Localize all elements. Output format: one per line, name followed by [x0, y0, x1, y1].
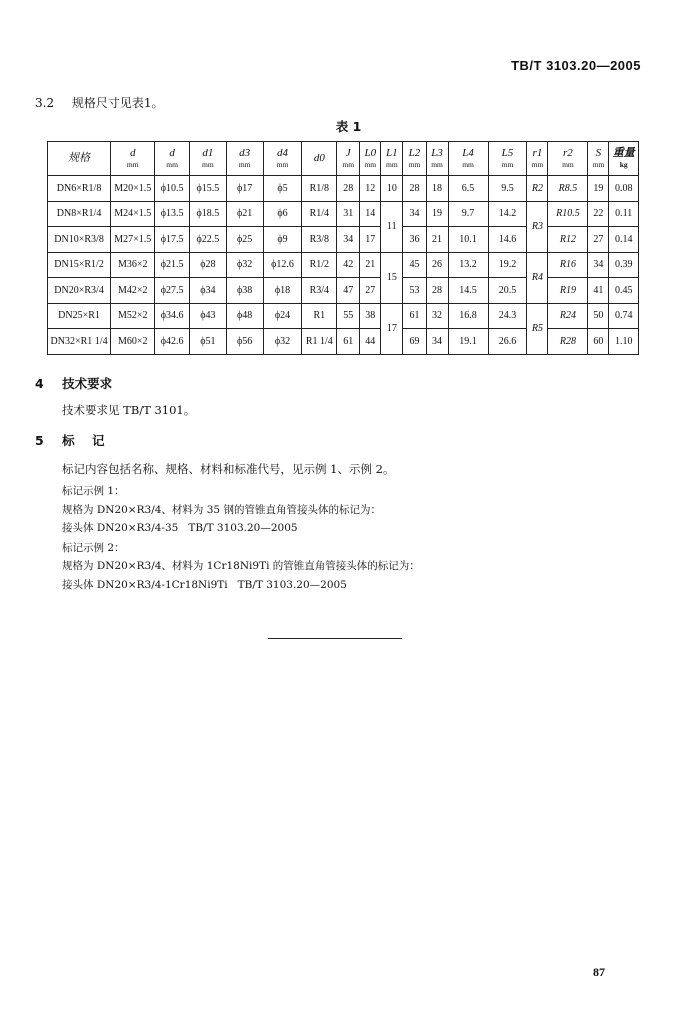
- table-cell: ϕ51: [189, 329, 226, 355]
- column-header: [263, 142, 302, 176]
- table-cell: ϕ43: [189, 303, 226, 329]
- header-unit: mm: [386, 159, 398, 169]
- table-cell: 41: [588, 278, 609, 304]
- table-cell: ϕ34.6: [155, 303, 190, 329]
- column-header: [337, 142, 360, 176]
- table-cell: R8.5: [548, 176, 588, 202]
- header-symbol: L2: [408, 146, 421, 159]
- table-cell: 17: [381, 303, 403, 354]
- table-cell: R2: [527, 176, 548, 202]
- section-5-heading: [35, 431, 104, 449]
- table-cell: R16: [548, 252, 588, 278]
- table-cell: ϕ10.5: [155, 176, 190, 202]
- table-title: 表 1: [335, 119, 362, 134]
- column-header: [548, 142, 588, 176]
- table-cell: R3/4: [302, 278, 337, 304]
- column-header: [426, 142, 448, 176]
- table-row: [48, 176, 639, 202]
- header-unit: kg: [619, 159, 628, 169]
- table-cell: ϕ32: [226, 252, 263, 278]
- header-unit: mm: [364, 159, 377, 169]
- table-cell: M42×2: [111, 278, 155, 304]
- table-cell: 14.6: [488, 227, 527, 253]
- table-cell: 1.10: [609, 329, 639, 355]
- table-cell: 19: [588, 176, 609, 202]
- column-header: [588, 142, 609, 176]
- table-cell: 28: [403, 176, 426, 202]
- table-cell: R28: [548, 329, 588, 355]
- table-cell: 32: [426, 303, 448, 329]
- table-cell: 14: [360, 201, 381, 227]
- table-cell: 61: [403, 303, 426, 329]
- table-cell: M24×1.5: [111, 201, 155, 227]
- table-cell: ϕ32: [263, 329, 302, 355]
- table-cell: ϕ9: [263, 227, 302, 253]
- table-cell: ϕ17.5: [155, 227, 190, 253]
- table-cell: 21: [360, 252, 381, 278]
- header-symbol: L1: [386, 146, 398, 159]
- table-cell: R19: [548, 278, 588, 304]
- table-cell: 9.5: [488, 176, 527, 202]
- table-cell: 11: [381, 201, 403, 252]
- table-cell: 0.08: [609, 176, 639, 202]
- table-cell: ϕ25: [226, 227, 263, 253]
- table-cell: 19: [426, 201, 448, 227]
- table-cell: 28: [337, 176, 360, 202]
- table-cell: 26: [426, 252, 448, 278]
- header-unit: mm: [592, 159, 605, 169]
- table-cell: ϕ5: [263, 176, 302, 202]
- example-1-mark: 接头体 DN20×R3/4-35 TB/T 3103.20—2005: [62, 522, 298, 534]
- column-header: [403, 142, 426, 176]
- table-cell: 53: [403, 278, 426, 304]
- table-cell: M27×1.5: [111, 227, 155, 253]
- table-cell: 17: [360, 227, 381, 253]
- table-cell: 50: [588, 303, 609, 329]
- table-cell: ϕ56: [226, 329, 263, 355]
- header-unit: mm: [166, 159, 178, 169]
- table-cell: 45: [403, 252, 426, 278]
- table-cell: 0.74: [609, 303, 639, 329]
- table-cell: 6.5: [448, 176, 488, 202]
- table-cell: 13.2: [448, 252, 488, 278]
- example-1-label: 标记示例 1：: [62, 485, 125, 497]
- table-cell: ϕ18.5: [189, 201, 226, 227]
- header-unit: mm: [238, 159, 251, 169]
- section-title: 技术要求: [62, 376, 113, 391]
- table-cell: 14.5: [448, 278, 488, 304]
- header-symbol: d1: [202, 146, 214, 159]
- column-header: [381, 142, 403, 176]
- table-cell: 61: [337, 329, 360, 355]
- table-cell: 19.2: [488, 252, 527, 278]
- header-symbol: d0: [313, 152, 325, 164]
- table-row: [48, 201, 639, 227]
- table-cell: 26.6: [488, 329, 527, 355]
- table-cell: ϕ24: [263, 303, 302, 329]
- table-cell: R1/2: [302, 252, 337, 278]
- table-cell: 0.45: [609, 278, 639, 304]
- table-cell: ϕ12.6: [263, 252, 302, 278]
- table-cell: 27: [588, 227, 609, 253]
- header-symbol: L3: [431, 146, 443, 159]
- header-symbol: d4: [277, 146, 289, 159]
- table-cell: 60: [588, 329, 609, 355]
- column-header: [360, 142, 381, 176]
- table-cell: 55: [337, 303, 360, 329]
- column-header: [48, 142, 111, 176]
- table-cell: 22: [588, 201, 609, 227]
- header-symbol: r1: [532, 146, 543, 159]
- table-cell: DN25×R1: [48, 303, 111, 329]
- table-cell: ϕ28: [189, 252, 226, 278]
- column-header: [226, 142, 263, 176]
- table-cell: DN10×R3/8: [48, 227, 111, 253]
- header-symbol: r2: [563, 146, 573, 159]
- section-4-heading: [35, 374, 112, 392]
- table-row: [48, 278, 639, 304]
- table-cell: 0.39: [609, 252, 639, 278]
- column-header: [189, 142, 226, 176]
- header-symbol: L4: [462, 146, 474, 159]
- header-symbol: L0: [364, 146, 377, 159]
- table-cell: 10.1: [448, 227, 488, 253]
- table-cell: 10: [381, 176, 403, 202]
- table-row: [48, 227, 639, 253]
- table-cell: M20×1.5: [111, 176, 155, 202]
- table-cell: R3/8: [302, 227, 337, 253]
- table-cell: ϕ17: [226, 176, 263, 202]
- column-header: [609, 142, 639, 176]
- table-cell: DN8×R1/4: [48, 201, 111, 227]
- header-unit: mm: [431, 159, 443, 169]
- table-cell: 15: [381, 252, 403, 303]
- table-cell: 0.11: [609, 201, 639, 227]
- section-number: 3.2: [35, 96, 55, 110]
- table-cell: 47: [337, 278, 360, 304]
- table-cell: R24: [548, 303, 588, 329]
- table-cell: 14.2: [488, 201, 527, 227]
- header-symbol: J: [345, 146, 351, 159]
- table-cell: ϕ34: [189, 278, 226, 304]
- header-symbol: 规格: [68, 152, 91, 164]
- spec-table: [47, 141, 639, 355]
- table-row: [48, 303, 639, 329]
- example-2-desc: 规格为 DN20×R3/4、材料为 1Cr18Ni9Ti 的管锥直角管接头体的标记为：: [62, 560, 420, 572]
- table-cell: 18: [426, 176, 448, 202]
- header-unit: mm: [501, 159, 514, 169]
- header-unit: mm: [531, 159, 544, 169]
- section-3-2: [35, 94, 164, 111]
- column-header: [527, 142, 548, 176]
- table-cell: 36: [403, 227, 426, 253]
- header-unit: mm: [408, 159, 421, 169]
- table-cell: 34: [403, 201, 426, 227]
- table-cell: 21: [426, 227, 448, 253]
- header-symbol: S: [595, 146, 602, 159]
- header-unit: mm: [126, 159, 139, 169]
- end-rule: [268, 638, 402, 639]
- table-cell: R1/4: [302, 201, 337, 227]
- header-unit: mm: [276, 159, 289, 169]
- table-cell: 69: [403, 329, 426, 355]
- table-cell: R1/8: [302, 176, 337, 202]
- header-symbol: d: [169, 146, 175, 159]
- table-cell: DN20×R3/4: [48, 278, 111, 304]
- header-unit: mm: [462, 159, 474, 169]
- table-cell: R1 1/4: [302, 329, 337, 355]
- table-cell: 38: [360, 303, 381, 329]
- table-cell: ϕ27.5: [155, 278, 190, 304]
- column-header: [111, 142, 155, 176]
- table-cell: R1: [302, 303, 337, 329]
- table-row: [48, 329, 639, 355]
- table-cell: 20.5: [488, 278, 527, 304]
- table-cell: 24.3: [488, 303, 527, 329]
- table-cell: 0.14: [609, 227, 639, 253]
- header-unit: mm: [342, 159, 355, 169]
- table-cell: ϕ6: [263, 201, 302, 227]
- section-4-body: 技术要求见 TB/T 3101。: [62, 403, 196, 417]
- table-cell: 31: [337, 201, 360, 227]
- section-text: 规格尺寸见表1。: [71, 96, 164, 110]
- table-cell: 44: [360, 329, 381, 355]
- table-cell: 12: [360, 176, 381, 202]
- table-cell: M36×2: [111, 252, 155, 278]
- table-cell: ϕ21.5: [155, 252, 190, 278]
- table-cell: ϕ13.5: [155, 201, 190, 227]
- section-number: 4: [35, 376, 44, 391]
- header-unit: mm: [202, 159, 214, 169]
- table-cell: ϕ38: [226, 278, 263, 304]
- standard-code: TB/T 3103.20—2005: [511, 58, 641, 73]
- column-header: [488, 142, 527, 176]
- table-cell: 42: [337, 252, 360, 278]
- table-cell: 34: [337, 227, 360, 253]
- table-cell: M60×2: [111, 329, 155, 355]
- table-cell: 34: [588, 252, 609, 278]
- table-cell: ϕ42.6: [155, 329, 190, 355]
- table-cell: 9.7: [448, 201, 488, 227]
- section-title: 标 记: [62, 433, 105, 448]
- table-cell: DN32×R1 1/4: [48, 329, 111, 355]
- table-row: [48, 252, 639, 278]
- table-cell: R12: [548, 227, 588, 253]
- table-cell: R4: [527, 252, 548, 303]
- table-cell: R5: [527, 303, 548, 354]
- example-1-desc: 规格为 DN20×R3/4、材料为 35 钢的管锥直角管接头体的标记为：: [62, 504, 381, 516]
- table-cell: R3: [527, 201, 548, 252]
- table-header-row: [48, 142, 639, 176]
- table-cell: ϕ21: [226, 201, 263, 227]
- table-cell: 28: [426, 278, 448, 304]
- example-2-label: 标记示例 2：: [62, 542, 125, 554]
- table-cell: R10.5: [548, 201, 588, 227]
- table-body: [48, 176, 639, 355]
- header-symbol: d3: [239, 146, 251, 159]
- table-cell: 16.8: [448, 303, 488, 329]
- page-number: 87: [593, 965, 605, 979]
- header-symbol: d: [129, 146, 136, 159]
- section-number: 5: [35, 433, 44, 448]
- table-cell: DN15×R1/2: [48, 252, 111, 278]
- header-unit: mm: [562, 159, 574, 169]
- column-header: [155, 142, 190, 176]
- example-2-mark: 接头体 DN20×R3/4-1Cr18Ni9Ti TB/T 3103.20—2005: [62, 579, 347, 591]
- table-cell: 19.1: [448, 329, 488, 355]
- header-symbol: L5: [501, 146, 514, 159]
- table-cell: ϕ15.5: [189, 176, 226, 202]
- table-cell: DN6×R1/8: [48, 176, 111, 202]
- column-header: [302, 142, 337, 176]
- header-symbol: 重量: [612, 146, 635, 159]
- table-cell: 27: [360, 278, 381, 304]
- table-cell: 34: [426, 329, 448, 355]
- table-cell: ϕ18: [263, 278, 302, 304]
- section-5-intro: 标记内容包括名称、规格、材料和标准代号，见示例 1、示例 2。: [62, 462, 395, 476]
- table-cell: ϕ48: [226, 303, 263, 329]
- column-header: [448, 142, 488, 176]
- table-cell: ϕ22.5: [189, 227, 226, 253]
- table-cell: M52×2: [111, 303, 155, 329]
